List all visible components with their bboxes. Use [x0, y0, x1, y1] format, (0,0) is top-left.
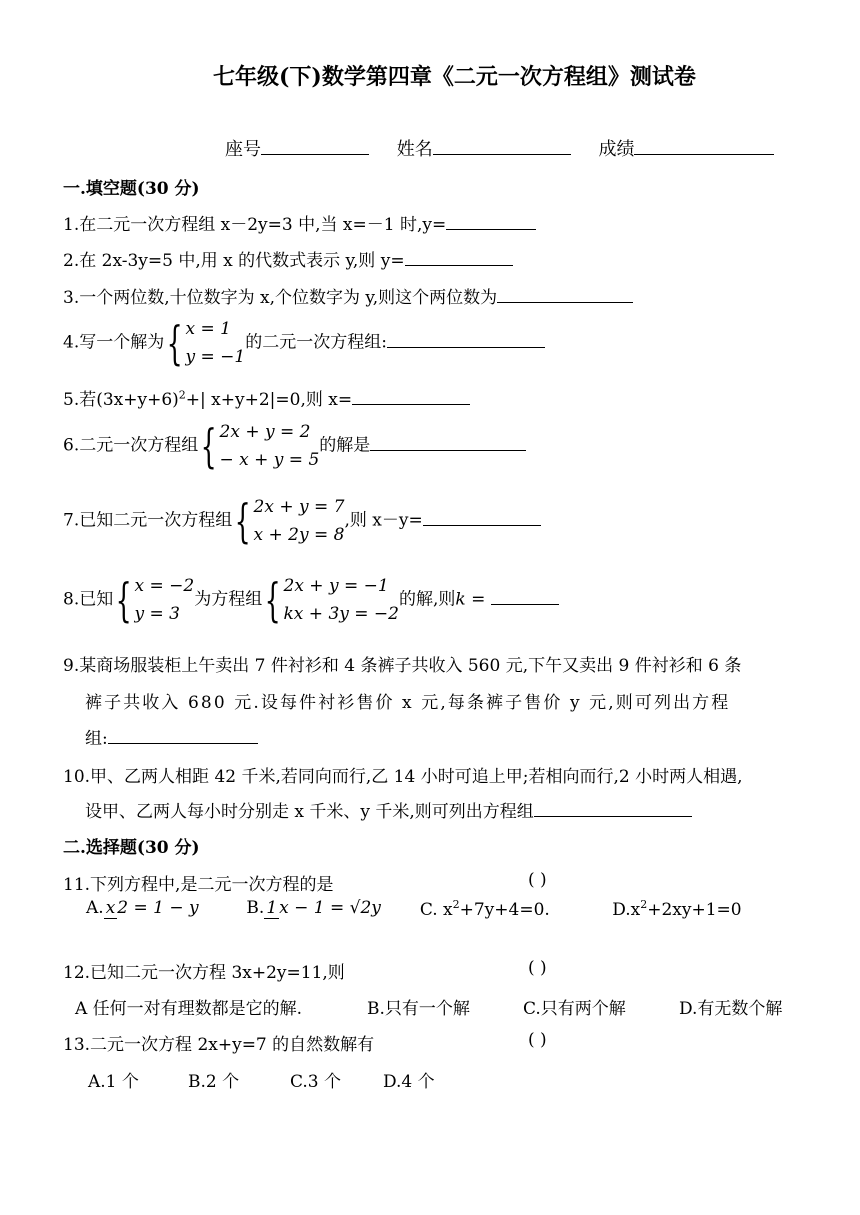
option-label: B. [246, 898, 265, 919]
equation: y = −1 [185, 347, 246, 367]
denominator: x [279, 898, 289, 919]
question-1-text: 1.在二元一次方程组 x－2y=3 中,当 x=－1 时,y= [63, 215, 447, 235]
question-6-text: 6.二元一次方程组 [63, 435, 199, 456]
question-5 [63, 385, 470, 410]
brace-icon: { [115, 573, 132, 627]
answer-blank-6[interactable] [370, 434, 526, 451]
question-3-text: 3.一个两位数,十位数字为 x,个位数字为 y,则这个两位数为 [63, 288, 498, 308]
name-field[interactable] [433, 138, 571, 155]
section-fill-in: 一.填空题(30 分) [63, 179, 200, 199]
question-4-text-post: 的二元一次方程组: [245, 332, 387, 353]
brace-icon: { [234, 494, 251, 548]
brace-icon: { [200, 419, 217, 473]
question-1 [63, 210, 536, 235]
option-a[interactable]: A 任何一对有理数都是它的解. [75, 999, 303, 1019]
equation: x = −2 [134, 576, 195, 596]
question-2-text: 2.在 2x-3y=5 中,用 x 的代数式表示 y,则 y= [63, 251, 405, 271]
question-9-line-2: 裤子共收入 680 元.设每件衬衫售价 x 元,每条裤子售价 y 元,则可列出方程 [85, 693, 731, 713]
question-4 [63, 315, 545, 371]
question-7 [63, 493, 541, 549]
equation-system-6 [198, 418, 319, 474]
option-text: +2xy+1=0 [647, 899, 742, 920]
answer-blank-5[interactable] [352, 388, 470, 405]
score-field[interactable] [634, 138, 774, 155]
question-8-text-mid: 为方程组 [194, 589, 263, 610]
equation: x = 1 [185, 319, 231, 339]
question-6-text-post: 的解是 [319, 435, 371, 456]
question-12-stem: 12.已知二元一次方程 3x+2y=11,则 [63, 963, 345, 983]
seat-label: 座号 [225, 139, 261, 160]
student-info-row [225, 135, 774, 161]
answer-blank-9[interactable] [108, 727, 258, 744]
option-b[interactable]: B.2 个 [188, 1072, 240, 1092]
numerator: 1 [266, 898, 278, 919]
answer-paren-12[interactable]: ( ) [528, 958, 547, 978]
option-d[interactable]: D.4 个 [383, 1072, 435, 1092]
numerator: x [105, 898, 116, 919]
answer-blank-2[interactable] [405, 249, 513, 266]
exponent: 2 [640, 898, 648, 911]
option-expr: − 1 = √2y [294, 898, 381, 919]
answer-blank-10[interactable] [534, 800, 692, 817]
question-9-line-1: 9.某商场服装柜上午卖出 7 件衬衫和 4 条裤子共收入 560 元,下午又卖出 9 件衬衫和 6 条 [63, 656, 742, 676]
solution-system-8 [113, 572, 194, 628]
option-d[interactable]: D.有无数个解 [679, 999, 783, 1019]
question-12-options [75, 994, 782, 1019]
question-10-line-2 [85, 797, 692, 822]
k-variable: k = [455, 589, 486, 610]
question-8-text: 8.已知 [63, 589, 114, 610]
option-d[interactable] [612, 898, 741, 920]
answer-paren-13[interactable]: ( ) [528, 1030, 547, 1050]
option-label: A. [86, 898, 104, 919]
denominator: 2 [117, 898, 129, 919]
question-5-text-post: +| x+y+2|=0,则 x= [185, 390, 353, 410]
question-9-line-3 [85, 724, 258, 749]
equation: kx + 3y = −2 [283, 604, 399, 624]
question-9-text: 组: [85, 729, 108, 749]
exponent: 2 [452, 898, 460, 911]
answer-blank-7[interactable] [423, 509, 541, 526]
option-c[interactable]: C.只有两个解 [523, 999, 626, 1019]
option-b[interactable]: B.只有一个解 [367, 999, 470, 1019]
option-c[interactable]: C.3 个 [290, 1072, 342, 1092]
equation: x + 2y = 8 [253, 525, 345, 545]
equation: y = 3 [134, 604, 180, 624]
question-8-text-post: 的解,则 [398, 589, 456, 610]
question-2 [63, 246, 513, 271]
option-a[interactable] [86, 898, 241, 919]
question-13-stem: 13.二元一次方程 2x+y=7 的自然数解有 [63, 1035, 375, 1055]
equation: 2x + y = 7 [253, 497, 345, 517]
name-label: 姓名 [396, 139, 433, 160]
equation-system-7 [232, 493, 344, 549]
fraction [264, 898, 288, 919]
question-7-text-post: ,则 x－y= [344, 510, 423, 531]
question-5-text: 5.若(3x+y+6) [63, 390, 179, 410]
question-13-options [88, 1067, 435, 1092]
brace-icon: { [264, 573, 281, 627]
question-8 [63, 572, 559, 628]
exponent: 2 [178, 388, 186, 402]
answer-paren-11[interactable]: ( ) [528, 870, 547, 890]
answer-blank-3[interactable] [497, 286, 633, 303]
answer-blank-4[interactable] [387, 331, 545, 348]
question-11-options [86, 898, 742, 920]
equation: 2x + y = 2 [219, 422, 311, 442]
equation: − x + y = 5 [219, 450, 320, 470]
option-a[interactable]: A.1 个 [88, 1072, 139, 1092]
option-c[interactable] [420, 898, 607, 920]
option-expr: = 1 − y [133, 898, 199, 919]
seat-field[interactable] [261, 138, 369, 155]
section-multiple-choice: 二.选择题(30 分) [63, 838, 200, 858]
option-text: C. x [419, 899, 453, 920]
question-4-text: 4.写一个解为 [63, 332, 165, 353]
equation-system-8 [262, 572, 399, 628]
question-7-text: 7.已知二元一次方程组 [63, 510, 233, 531]
equation: 2x + y = −1 [283, 576, 389, 596]
solution-system-4 [164, 315, 245, 371]
score-label: 成绩 [598, 139, 635, 160]
answer-blank-8[interactable] [491, 588, 559, 605]
answer-blank-1[interactable] [446, 213, 536, 230]
question-10-text: 设甲、乙两人每小时分别走 x 千米、y 千米,则可列出方程组 [85, 802, 534, 822]
page-title: 七年级(下)数学第四章《二元一次方程组》测试卷 [213, 64, 696, 90]
fraction [104, 898, 128, 919]
question-11-stem: 11.下列方程中,是二元一次方程的是 [63, 875, 334, 895]
option-text: D.x [612, 899, 641, 920]
question-3 [63, 283, 633, 308]
option-text: +7y+4=0. [459, 899, 550, 920]
question-10-line-1: 10.甲、乙两人相距 42 千米,若同向而行,乙 14 小时可追上甲;若相向而行,2 小时两人相遇, [63, 767, 743, 787]
brace-icon: { [166, 316, 183, 370]
option-b[interactable] [246, 898, 414, 919]
question-6 [63, 418, 526, 474]
